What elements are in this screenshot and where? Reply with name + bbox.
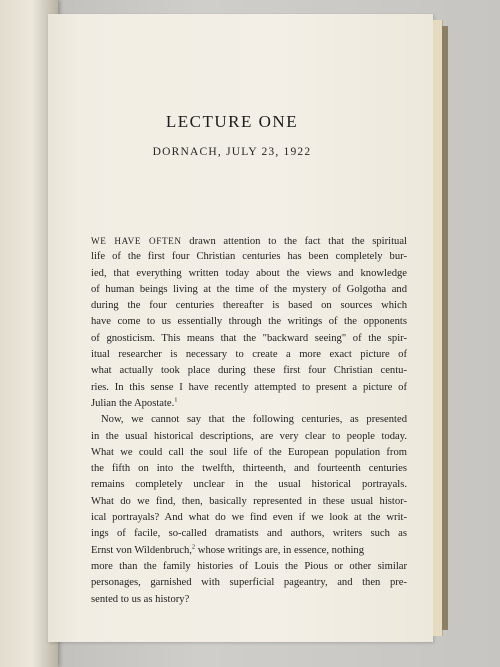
text-line: life of the first four Christian centuries has been completely bur-: [91, 251, 407, 263]
text-line: What we could call the soul life of the European population from: [91, 446, 407, 458]
text-line: WE HAVE OFTEN drawn attention to the fact that the spiritual: [91, 236, 407, 247]
book-cover-edge: [442, 26, 448, 630]
footnote-marker: 2: [191, 543, 196, 551]
text-line: What do we find, then, basically represented in these usual histor-: [91, 495, 407, 507]
footnote-marker: 1: [174, 396, 178, 404]
text-line: sented to us as history?: [91, 593, 190, 605]
text-line: of gnosticism. This means that the "backward seeing" of the spir-: [91, 332, 407, 344]
text-line: Now, we cannot say that the following centuries, as presented: [101, 414, 407, 426]
opening-small-caps: WE HAVE OFTEN: [91, 236, 182, 246]
text-line: more than the family histories of Louis the Pious or other similar: [91, 560, 407, 572]
text-line: remains completely unclear in the usual historical portrayals.: [91, 479, 407, 491]
text-line: ied, that everything written today about the views and knowledge: [91, 267, 407, 279]
text-line: have come to us essentially through the writings of the opponents: [91, 316, 407, 328]
text-line: personages, garnished with superficial pageantry, and then pre-: [91, 577, 407, 589]
body-text: [91, 233, 407, 608]
text-line: Ernst von Wildenbruch,$^2$ whose writings are, in essence, nothing: [91, 543, 365, 556]
text-line: itual researcher is necessary to create a more exact picture of: [91, 349, 407, 361]
text-line: during the four centuries thereafter is based on sources which: [91, 300, 407, 312]
text-line: of human beings living at the time of the mystery of Golgotha and: [91, 283, 407, 295]
text-line: in the usual historical descriptions, are very clear to people today.: [91, 430, 407, 442]
chapter-subtitle: DORNACH, JULY 23, 1922: [152, 146, 312, 158]
text-line: ries. In this sense I have recently attempted to present a picture of: [91, 381, 407, 393]
text-line: the fifth on into the twelfth, thirteenth, and fourteenth centuries: [91, 463, 407, 475]
text-line: what actually took place during these first four Christian centu-: [91, 365, 407, 377]
text-line: ical portrayals? And what do we find even if we look at the writ-: [91, 512, 407, 524]
text-line: Julian the Apostate.$^1$: [91, 396, 178, 409]
text-line: ings of facile, so-called dramatists and authors, writers such as: [91, 528, 407, 540]
chapter-title: LECTURE ONE: [165, 112, 299, 131]
